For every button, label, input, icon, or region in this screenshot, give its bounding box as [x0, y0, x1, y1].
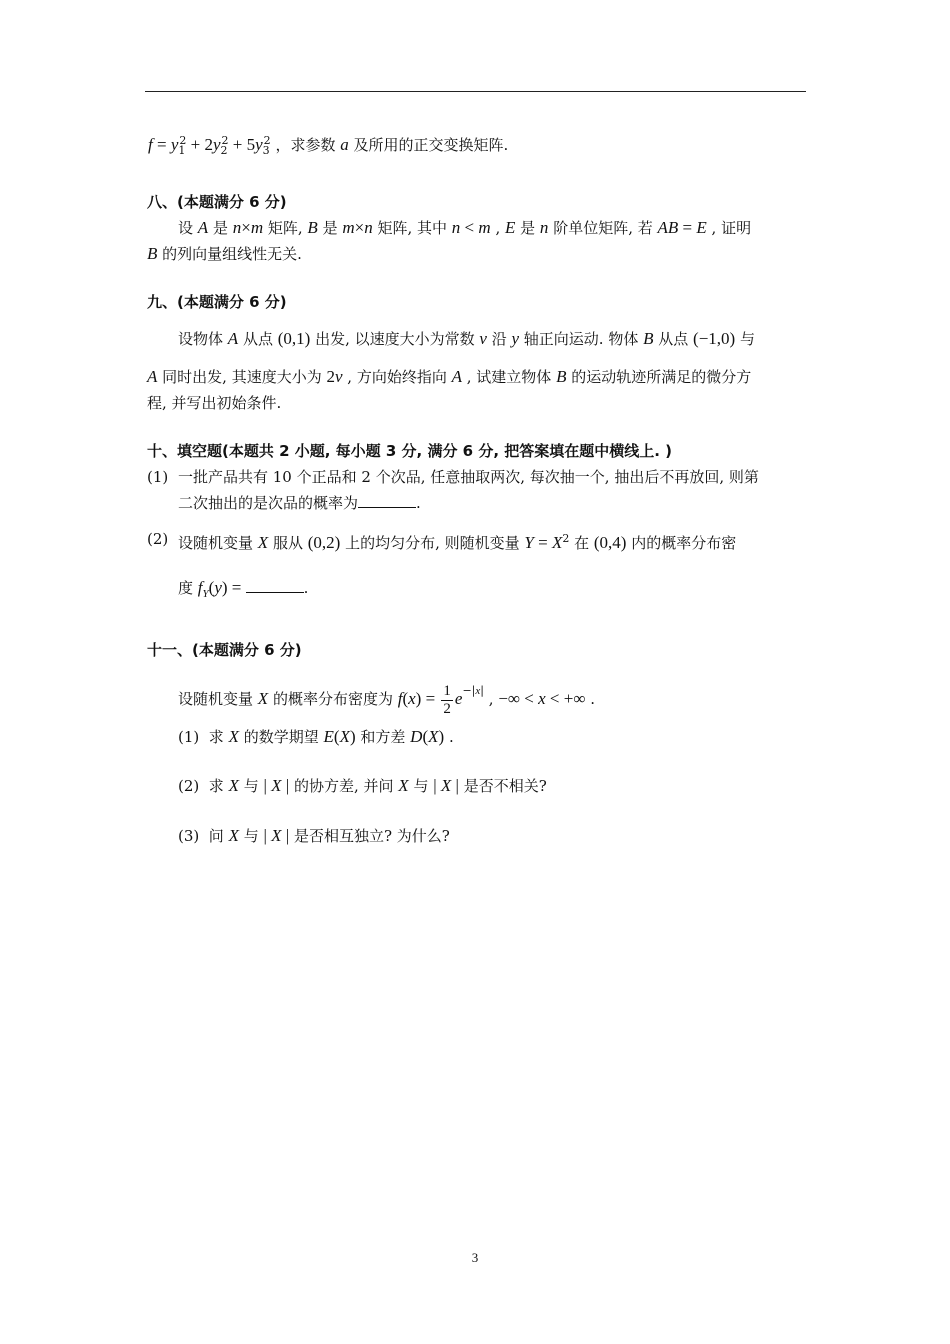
page-number: 3	[471, 1250, 479, 1265]
q8-heading: 八、(本题满分 6 分)	[147, 193, 287, 211]
q11-item1: (1) 求 X 的数学期望 E(X) 和方差 D(X) .	[178, 727, 454, 746]
q9-line2: A 同时出发, 其速度大小为 2v , 方向始终指向 A , 试建立物体 B 的运动轨迹所满足的微分方	[147, 367, 752, 386]
q7-tail: $f = y_1^2 + 2y_2^2 + 5y_3^2$ ，求参数 a 及所用的正交变换矩阵.	[148, 134, 509, 157]
header-rule	[145, 91, 806, 92]
q10-item1-line2-text: 二次抽出的是次品的概率为	[178, 494, 359, 512]
q8-line2: B 的列向量组线性无关.	[147, 244, 302, 263]
q9-line3: 程, 并写出初始条件.	[147, 394, 282, 412]
q10-item2-num: (2)	[147, 530, 169, 548]
fraction-one-half: $\frac{1}{2}$	[443, 682, 451, 717]
q9-line1: 设物体 A 从点 (0,1) 出发, 以速度大小为常数 v 沿 y 轴正向运动. 物体 B 从点 (−1,0) 与	[178, 329, 755, 348]
q11-intro: 设随机变量 X 的概率分布密度为 f(x) = $\frac{1}{2}$ $e^{-|x|}$ , −∞ < x < +∞ .	[178, 682, 596, 717]
answer-blank-2	[246, 578, 304, 593]
q10-item1-num: (1)	[147, 468, 169, 486]
q10-item2-line1: 设随机变量 X 服从 (0,2) 上的均匀分布, 则随机变量 $Y = X^2$ 在 (0,4) 内的概率分布密	[178, 532, 737, 552]
q9-heading: 九、(本题满分 6 分)	[147, 293, 287, 311]
q8-line1: 设 A 是 n×m 矩阵, B 是 m×n 矩阵, 其中 n < m , E 是 n 阶单位矩阵, 若 AB = E , 证明	[178, 218, 752, 237]
q10-item1-line1: 一批产品共有 10 个正品和 2 个次品, 任意抽取两次, 每次抽一个, 抽出后不再放回, 则第	[178, 468, 759, 486]
q11-item3: (3) 问 X 与 | X | 是否相互独立? 为什么?	[178, 826, 450, 845]
q11-heading: 十一、(本题满分 6 分)	[147, 641, 302, 659]
q11-item2: (2) 求 X 与 | X | 的协方差, 并问 X 与 | X | 是否不相关?	[178, 776, 547, 795]
answer-blank-1	[358, 493, 416, 508]
q10-heading: 十、填空题(本题共 2 小题, 每小题 3 分, 满分 6 分, 把答案填在题中横线上. )	[147, 442, 673, 460]
q10-item1-line2: 二次抽出的是次品的概率为 .	[178, 494, 421, 512]
q10-item2-line2: 度 $f_Y(y)$ = .	[178, 578, 309, 600]
